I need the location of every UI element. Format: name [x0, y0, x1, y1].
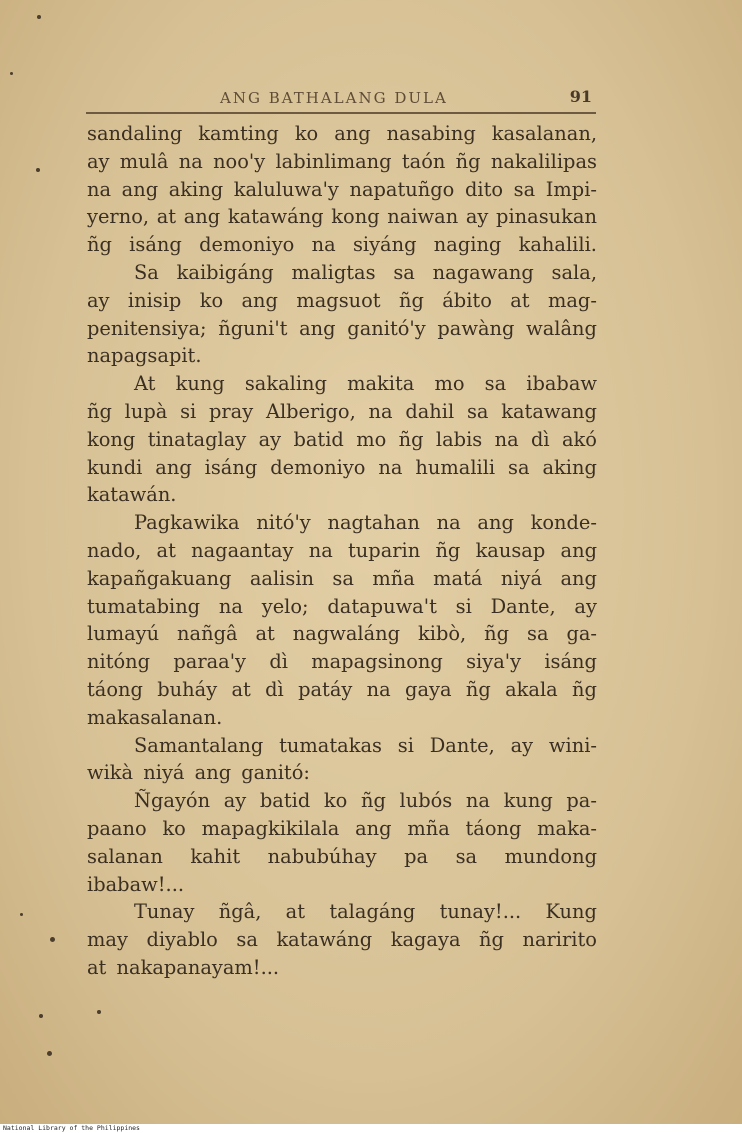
- word: ñg: [435, 538, 461, 562]
- word: at: [231, 677, 251, 701]
- word: mo: [434, 372, 465, 396]
- word: nañgâ: [177, 622, 238, 646]
- word: napatuñgo: [349, 177, 455, 201]
- word: nabubúhay: [267, 844, 377, 868]
- word: talagáng: [329, 900, 416, 924]
- text-line: [87, 732, 597, 760]
- word: ang: [560, 566, 597, 590]
- word: ko: [199, 288, 224, 312]
- word: maligtas: [291, 260, 376, 284]
- word: tinataglay: [147, 427, 247, 451]
- word: ñg: [360, 789, 386, 813]
- word: diyablo: [146, 928, 218, 952]
- text-line: [87, 370, 597, 398]
- word: ko: [323, 789, 348, 813]
- word: ñg: [398, 427, 424, 451]
- text-line: [87, 620, 597, 648]
- word: mag-: [547, 288, 597, 312]
- page-number: 91: [569, 87, 592, 106]
- word: ang: [299, 316, 336, 340]
- word: nitó'y: [256, 511, 311, 535]
- word: kapañgakuang: [87, 566, 232, 590]
- paper-speck: [36, 168, 40, 172]
- word: penitensiya;: [87, 316, 207, 340]
- word: sa: [466, 399, 489, 423]
- text-line: [87, 593, 597, 621]
- text-line: [87, 203, 597, 231]
- word: nagawang: [432, 260, 534, 284]
- word: katawáng: [276, 928, 373, 952]
- line-text: katawán.: [87, 483, 177, 507]
- word: naririto: [522, 928, 597, 952]
- word: may: [87, 928, 128, 952]
- text-line: [87, 342, 597, 370]
- word: kahit: [190, 844, 241, 868]
- word: humalili: [415, 455, 496, 479]
- word: tuparin: [348, 538, 421, 562]
- word: kagaya: [390, 928, 461, 952]
- word: nagaantay: [191, 538, 294, 562]
- word: nitóng: [87, 650, 151, 674]
- word: ñg: [87, 233, 112, 257]
- word: dì: [531, 427, 550, 451]
- word: ang: [355, 816, 392, 840]
- word: at: [510, 288, 530, 312]
- word: yerno,: [87, 205, 150, 229]
- text-line: [87, 898, 597, 926]
- text-line: [87, 871, 597, 899]
- paper-speck: [20, 913, 23, 916]
- word: kibò,: [418, 622, 467, 646]
- word: sala,: [551, 260, 597, 284]
- word: ñg: [455, 149, 481, 173]
- word: naiwan: [387, 205, 459, 229]
- word: ang: [560, 538, 597, 562]
- word: katawáng: [227, 205, 324, 229]
- word: demoniyo: [270, 455, 366, 479]
- word: ñguni't: [218, 316, 288, 340]
- word: sa: [236, 928, 258, 952]
- word: Dante,: [490, 594, 556, 618]
- paper-speck: [97, 1010, 101, 1014]
- word: pray: [208, 399, 254, 423]
- word: ñg: [484, 622, 510, 646]
- word: si: [397, 733, 414, 757]
- word: mulâ: [119, 149, 169, 173]
- body-text: [87, 120, 597, 982]
- word: maka-: [537, 816, 597, 840]
- word: datapuwa't: [327, 594, 437, 618]
- word: matá: [433, 566, 483, 590]
- word: ang: [334, 122, 371, 145]
- word: si: [180, 399, 197, 423]
- word: ang: [241, 288, 278, 312]
- word: kausap: [475, 538, 546, 562]
- word: At: [134, 372, 156, 396]
- text-line: [87, 120, 597, 148]
- word: ábito: [442, 288, 492, 312]
- text-line: [87, 148, 597, 176]
- word: ang: [155, 455, 192, 479]
- word: labis: [435, 427, 483, 451]
- word: at: [285, 900, 306, 924]
- word: at: [255, 622, 275, 646]
- text-line: [87, 676, 597, 704]
- word: ang: [183, 205, 221, 229]
- word: sa: [527, 622, 549, 646]
- word: kahalili.: [518, 233, 597, 257]
- word: sa: [332, 566, 354, 590]
- word: na: [368, 399, 393, 423]
- word: aking: [542, 455, 597, 479]
- word: kundi: [87, 455, 143, 479]
- word: taón: [401, 149, 446, 173]
- word: sa: [393, 260, 415, 284]
- word: na: [494, 427, 519, 451]
- line-text: at nakapanayam!...: [87, 955, 280, 979]
- running-header: [86, 86, 596, 114]
- word: mña: [372, 566, 415, 590]
- word: mapagkikilala: [201, 816, 340, 840]
- word: batid: [259, 789, 311, 813]
- word: nagwaláng: [292, 622, 401, 646]
- word: pinasukan: [496, 205, 597, 229]
- text-line: [87, 704, 597, 732]
- footer-credit: National Library of the Philippines: [0, 1124, 742, 1133]
- word: sa: [455, 844, 478, 868]
- text-line: [87, 426, 597, 454]
- word: kaibigáng: [176, 260, 274, 284]
- word: demoniyo: [199, 233, 295, 257]
- word: magsuot: [296, 288, 381, 312]
- word: mo: [356, 427, 387, 451]
- text-line: [87, 759, 597, 787]
- word: salanan: [87, 844, 163, 868]
- word: pawàng: [437, 316, 515, 340]
- word: isáng: [544, 650, 597, 674]
- word: dito: [464, 177, 504, 201]
- word: at: [156, 538, 176, 562]
- word: gaya: [405, 677, 452, 701]
- word: kaluluwa'y: [233, 177, 339, 201]
- word: ay: [510, 733, 534, 757]
- word: ga-: [566, 622, 597, 646]
- word: na: [178, 149, 203, 173]
- word: mundong: [504, 844, 597, 868]
- word: tumatakas: [279, 733, 382, 757]
- line-text: ibabaw!...: [87, 872, 185, 896]
- word: akó: [561, 427, 597, 451]
- word: tumatabing: [87, 594, 201, 618]
- text-line: [87, 954, 597, 982]
- word: inisip: [127, 288, 182, 312]
- word: aalisin: [249, 566, 315, 590]
- paper-speck: [50, 937, 55, 942]
- text-line: [87, 287, 597, 315]
- word: Kung: [545, 900, 597, 924]
- word: sa: [484, 372, 507, 396]
- word: yelo;: [261, 594, 309, 618]
- text-line: [87, 537, 597, 565]
- word: na: [378, 455, 403, 479]
- word: Impi-: [545, 177, 597, 201]
- paper-speck: [10, 72, 13, 75]
- word: sa: [508, 455, 530, 479]
- word: na: [308, 538, 333, 562]
- text-line: [87, 259, 597, 287]
- word: mapagsinong: [311, 650, 443, 674]
- word: konde-: [530, 511, 597, 535]
- text-line: [87, 926, 597, 954]
- word: mña: [407, 816, 450, 840]
- word: kung: [175, 372, 225, 396]
- word: dì: [265, 677, 284, 701]
- word: lubós: [399, 789, 453, 813]
- paper-speck: [37, 15, 41, 19]
- text-line: [87, 481, 597, 509]
- word: ay: [223, 789, 247, 813]
- word: na: [436, 511, 461, 535]
- word: buháy: [157, 677, 218, 701]
- word: at: [156, 205, 177, 229]
- text-line: [87, 843, 597, 871]
- word: kong: [87, 427, 136, 451]
- running-title: ANG BATHALANG DULA: [220, 89, 448, 107]
- word: ñg: [398, 288, 424, 312]
- word: walâng: [526, 316, 597, 340]
- word: sandaling: [87, 122, 183, 145]
- word: ay: [465, 205, 489, 229]
- word: patáy: [298, 677, 353, 701]
- word: ñg: [479, 928, 504, 952]
- word: tunay!...: [439, 900, 522, 924]
- text-line: [87, 176, 597, 204]
- word: Tunay: [134, 900, 195, 924]
- word: ñg: [465, 677, 491, 701]
- paper-speck: [47, 1051, 52, 1056]
- word: wini-: [548, 733, 597, 757]
- word: kung: [503, 789, 553, 813]
- word: nakalilipas: [490, 149, 597, 173]
- text-line: [87, 787, 597, 815]
- word: Ñgayón: [134, 789, 211, 813]
- word: katawang: [501, 399, 597, 423]
- word: pa: [404, 844, 429, 868]
- word: Samantalang: [134, 733, 264, 757]
- word: ko: [162, 816, 186, 840]
- word: niyá: [500, 566, 543, 590]
- text-line: [87, 565, 597, 593]
- text-line: [87, 815, 597, 843]
- word: ganitó'y: [347, 316, 426, 340]
- word: dahil: [405, 399, 455, 423]
- word: na: [465, 789, 490, 813]
- text-line: [87, 509, 597, 537]
- word: isáng: [129, 233, 182, 257]
- word: lupà: [124, 399, 168, 423]
- word: Sa: [134, 260, 159, 284]
- word: ay: [87, 288, 110, 312]
- word: nagtahan: [327, 511, 420, 535]
- word: paano: [87, 816, 147, 840]
- word: táong: [87, 677, 143, 701]
- word: ñg: [572, 677, 597, 701]
- word: siyáng: [352, 233, 417, 257]
- word: isáng: [204, 455, 258, 479]
- line-text: napagsapit.: [87, 344, 202, 368]
- word: lumayú: [87, 622, 160, 646]
- word: sakaling: [244, 372, 327, 396]
- word: nasabing: [386, 122, 476, 145]
- word: batid: [293, 427, 344, 451]
- word: nado,: [87, 538, 142, 562]
- word: ko: [294, 122, 319, 145]
- word: na: [87, 177, 112, 201]
- word: dì: [269, 650, 288, 674]
- word: táong: [465, 816, 522, 840]
- word: aking: [168, 177, 224, 201]
- word: ñgâ,: [218, 900, 262, 924]
- word: si: [455, 594, 472, 618]
- word: ñg: [87, 399, 112, 423]
- word: naging: [433, 233, 502, 257]
- text-line: [87, 315, 597, 343]
- word: ay: [574, 594, 597, 618]
- word: kong: [331, 205, 380, 229]
- line-text: wikà niyá ang ganitó:: [87, 761, 310, 785]
- word: Dante,: [429, 733, 495, 757]
- paper-speck: [39, 1014, 43, 1018]
- word: ang: [121, 177, 159, 201]
- text-line: [87, 648, 597, 676]
- text-line: [87, 454, 597, 482]
- word: paraa'y: [173, 650, 247, 674]
- word: siya'y: [466, 650, 522, 674]
- word: noo'y: [213, 149, 266, 173]
- word: labinlimang: [275, 149, 392, 173]
- word: ay: [258, 427, 282, 451]
- word: akala: [505, 677, 558, 701]
- word: na: [311, 233, 336, 257]
- text-line: [87, 398, 597, 426]
- word: makita: [347, 372, 415, 396]
- word: na: [218, 594, 243, 618]
- text-line: [87, 231, 597, 259]
- word: ibabaw: [526, 372, 597, 396]
- word: ay: [87, 149, 110, 173]
- word: na: [366, 677, 391, 701]
- word: Alberigo,: [265, 399, 356, 423]
- word: Pagkawika: [134, 511, 240, 535]
- word: sa: [513, 177, 536, 201]
- line-text: makasalanan.: [87, 705, 223, 729]
- word: pa-: [566, 789, 597, 813]
- word: kamting: [198, 122, 279, 145]
- word: kasalanan,: [491, 122, 597, 145]
- word: ang: [477, 511, 514, 535]
